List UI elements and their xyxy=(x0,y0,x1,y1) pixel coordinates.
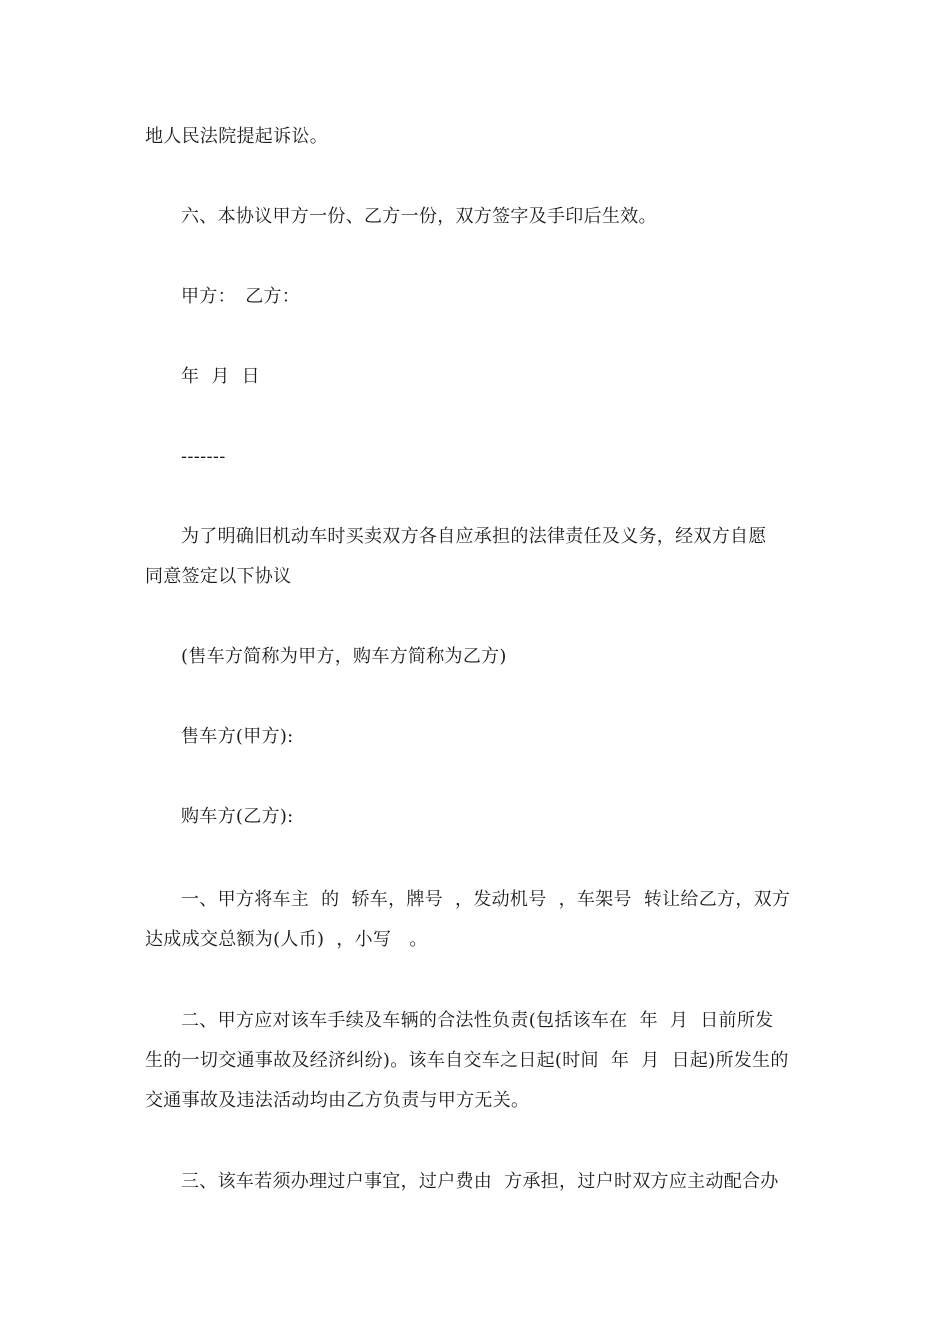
clause-3-line: 三、该车若须办理过户事宜，过户费由 方承担，过户时双方应主动配合办 xyxy=(181,1171,779,1192)
clause-1-line: 达成成交总额为(人币) ，小写 。 xyxy=(145,929,428,950)
paragraph-line: 同意签定以下协议 xyxy=(145,566,292,587)
signature-parties: 甲方： 乙方： xyxy=(181,286,301,307)
clause-2-line: 生的一切交通事故及经济纠纷)。该车自交车之日起(时间 年 月 日起)所发生的 xyxy=(145,1050,789,1071)
separator: ------- xyxy=(181,446,226,467)
clause-2-line: 二、甲方应对该车手续及车辆的合法性负责(包括该车在 年 月 日前所发 xyxy=(181,1010,774,1031)
clause-1-line: 一、甲方将车主 的 轿车，牌号 ，发动机号 ，车架号 转让给乙方，双方 xyxy=(181,889,791,910)
date-line: 年 月 日 xyxy=(181,366,260,387)
paragraph-line: 为了明确旧机动车时买卖双方各自应承担的法律责任及义务，经双方自愿 xyxy=(181,526,767,547)
paragraph-line: 地人民法院提起诉讼。 xyxy=(145,126,328,147)
seller-label: 售车方(甲方): xyxy=(181,726,294,747)
paragraph-line: (售车方简称为甲方，购车方简称为乙方) xyxy=(181,646,507,667)
paragraph-line: 六、本协议甲方一份、乙方一份，双方签字及手印后生效。 xyxy=(181,206,657,227)
buyer-label: 购车方(乙方): xyxy=(181,806,294,827)
clause-2-line: 交通事故及违法活动均由乙方负责与甲方无关。 xyxy=(145,1090,530,1111)
